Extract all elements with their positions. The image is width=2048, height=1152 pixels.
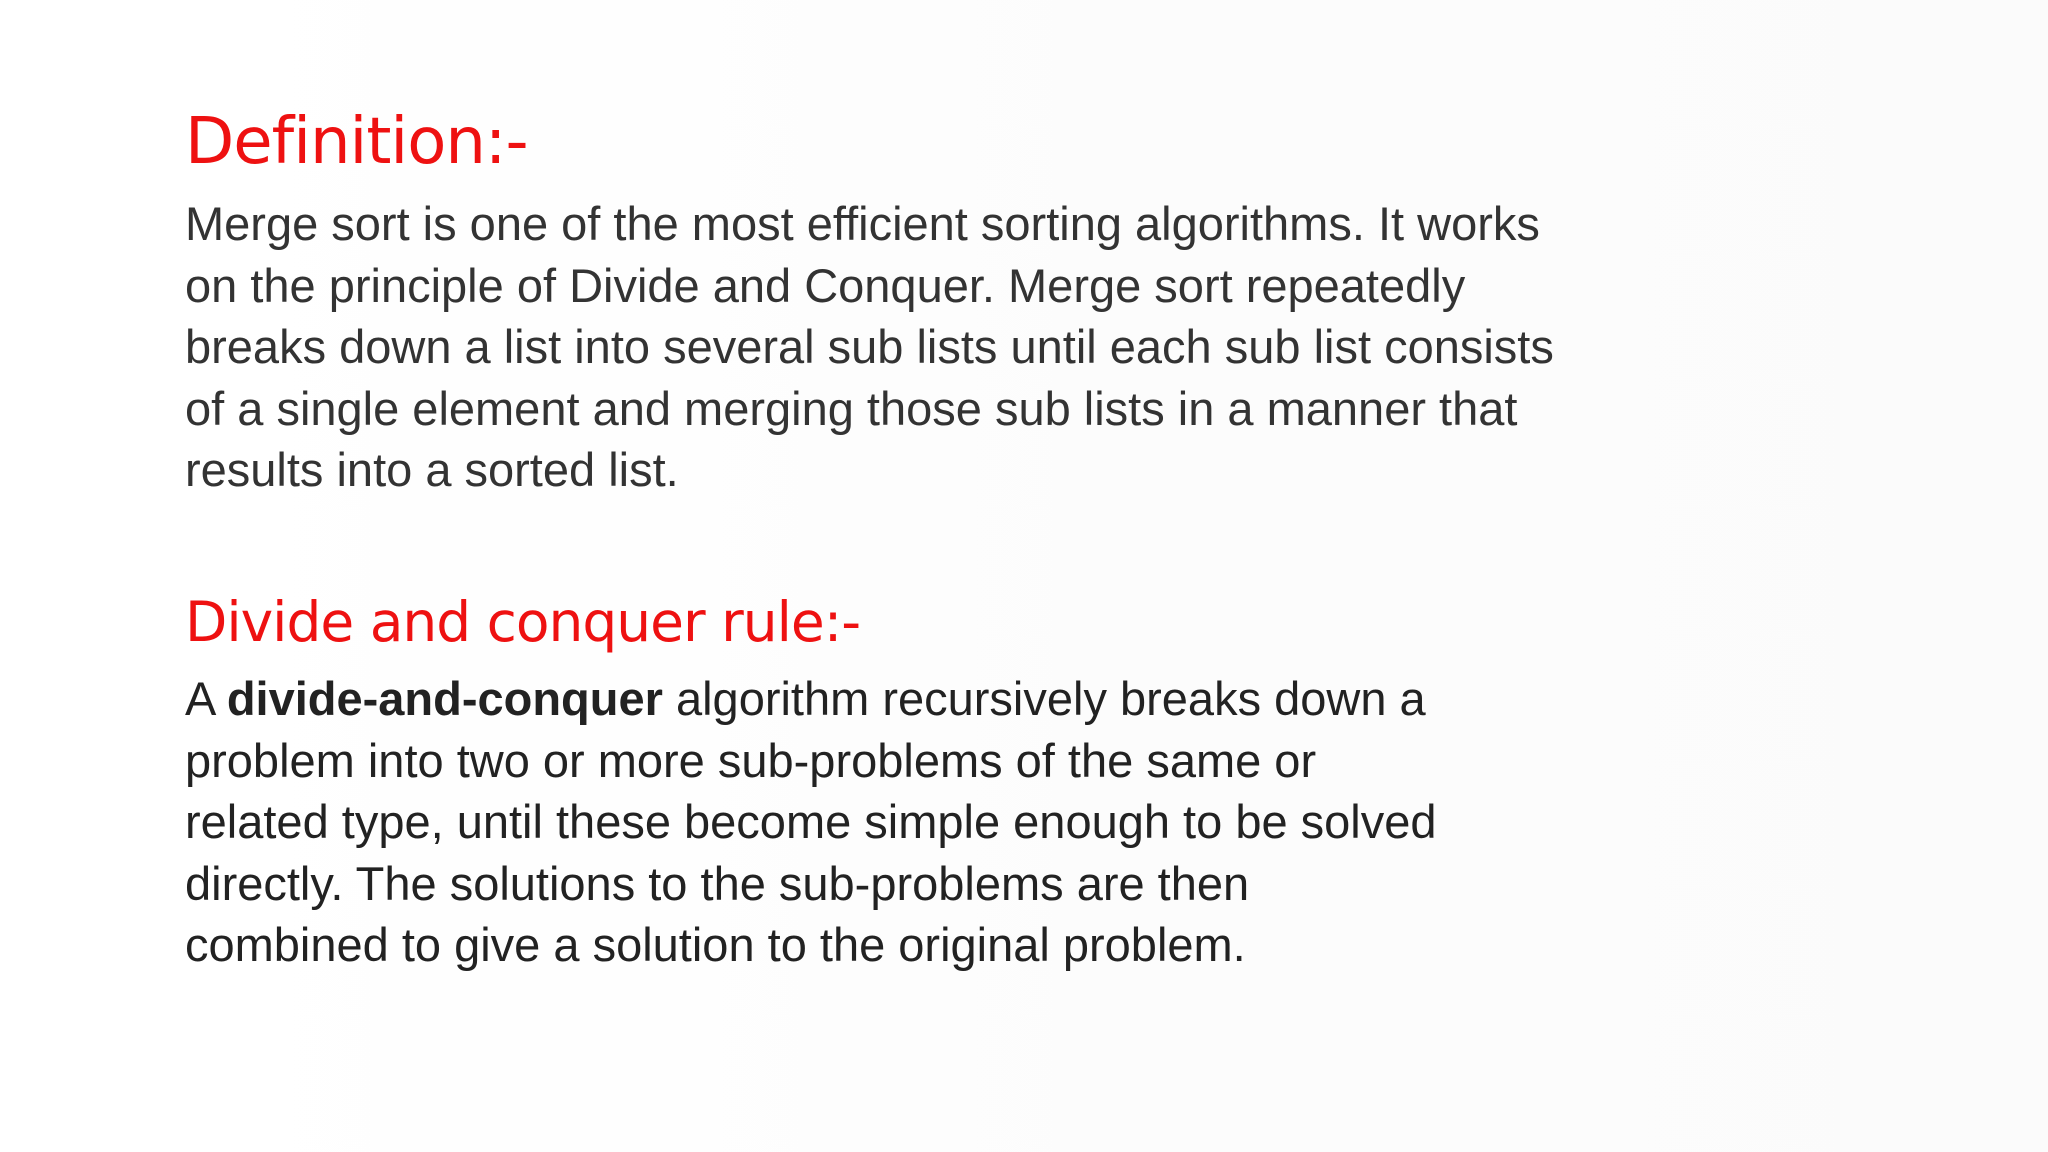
divide-and-conquer-line: combined to give a solution to the original problem. [185,918,1246,971]
definition-paragraph [185,193,1554,501]
definition-line: breaks down a list into several sub lists until each sub list consists [185,320,1554,373]
divide-and-conquer-line: related type, until these become simple enough to be solved [185,795,1437,848]
definition-line: results into a sorted list. [185,443,679,496]
divide-and-conquer-heading: Divide and conquer rule:- [185,590,861,654]
definition-line: of a single element and merging those sub lists in a manner that [185,381,1518,435]
line-prefix: A [185,672,227,725]
definition-line: on the principle of Divide and Conquer. Merge sort repeatedly [185,258,1466,312]
line-suffix: algorithm recursively breaks down a [662,672,1426,725]
definition-line: Merge sort is one of the most efficient sorting algorithms. It works [185,197,1540,250]
bold-term: divide-and-conquer [226,672,663,725]
divide-and-conquer-line: problem into two or more sub-problems of the same or [185,733,1317,787]
divide-and-conquer-line: directly. The solutions to the sub-problems are then [185,856,1250,910]
divide-and-conquer-line [185,668,1437,730]
definition-heading: Definition:- [185,105,528,179]
divide-and-conquer-paragraph [185,668,1437,976]
